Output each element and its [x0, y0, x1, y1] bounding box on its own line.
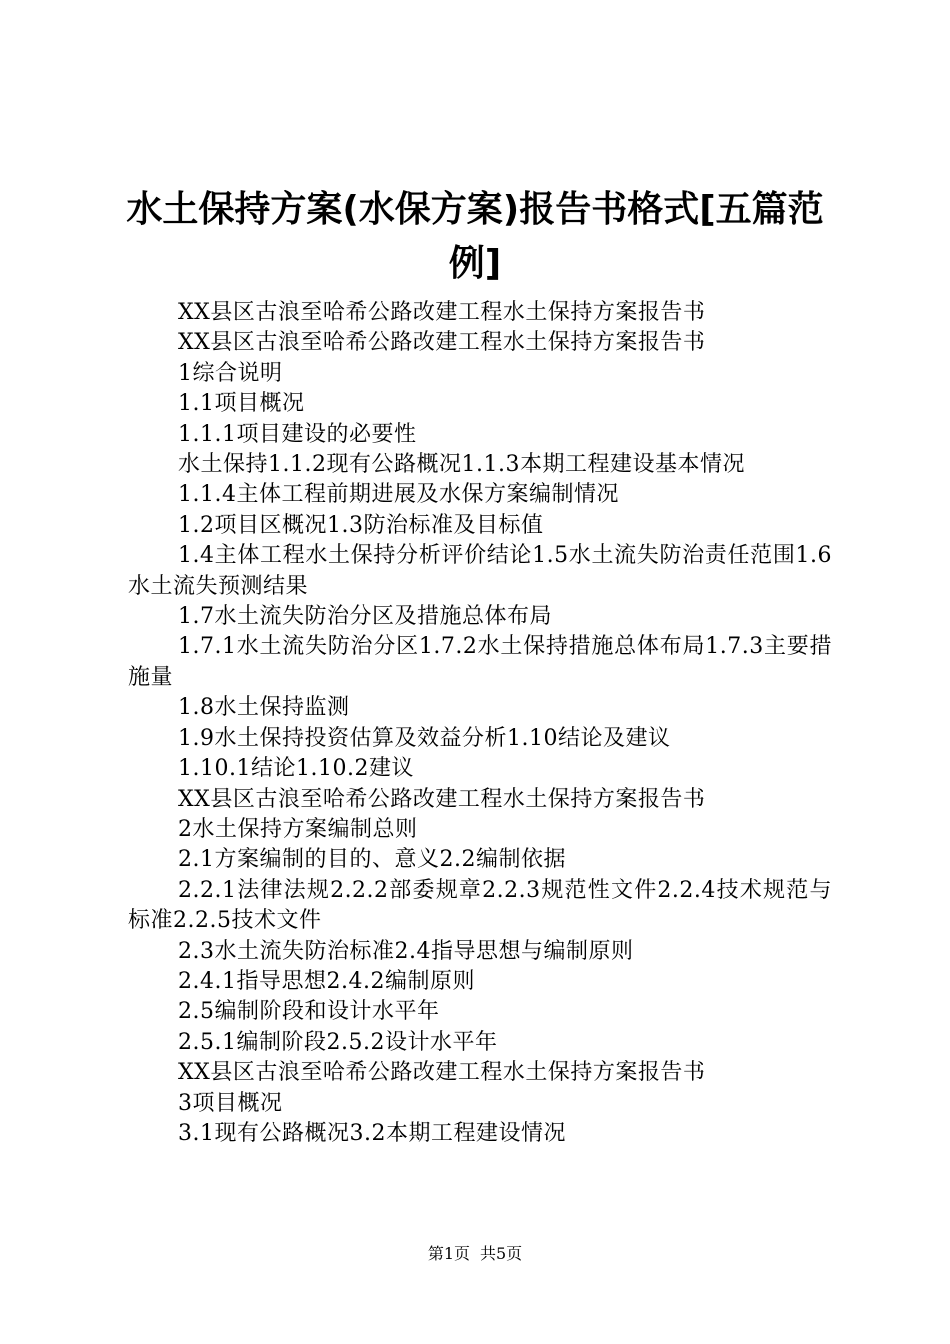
document-body: [128, 298, 832, 1149]
paragraph: 1.1.4主体工程前期进展及水保方案编制情况: [178, 482, 619, 508]
paragraph: 1.4主体工程水土保持分析评价结论1.5水土流失防治责任范围1.6水土流失预测结果: [128, 543, 832, 599]
paragraph: 1.1项目概况: [178, 391, 305, 417]
document-title: 水土保持方案(水保方案)报告书格式[五篇范例]: [126, 189, 824, 284]
paragraph: 1.2项目区概况1.3防治标准及目标值: [178, 512, 544, 538]
paragraph: 1.7水土流失防治分区及措施总体布局: [178, 604, 552, 630]
paragraph: 2.1方案编制的目的、意义2.2编制依据: [178, 847, 566, 873]
paragraph: 1.10.1结论1.10.2建议: [178, 756, 414, 782]
paragraph: 1.9水土保持投资估算及效益分析1.10结论及建议: [178, 725, 671, 751]
paragraph: 2.2.1法律法规2.2.2部委规章2.2.3规范性文件2.2.4技术规范与标准2.2.5技术文件: [128, 877, 832, 934]
paragraph: XX县区古浪至哈希公路改建工程水土保持方案报告书: [178, 330, 706, 356]
paragraph: XX县区古浪至哈希公路改建工程水土保持方案报告书: [178, 300, 706, 325]
paragraph: XX县区古浪至哈希公路改建工程水土保持方案报告书: [178, 786, 706, 812]
paragraph: 2.3水土流失防治标准2.4指导思想与编制原则: [178, 938, 634, 964]
paragraph: 1.8水土保持监测: [178, 695, 350, 721]
paragraph: 2.4.1指导思想2.4.2编制原则: [178, 968, 475, 994]
paragraph: 1.7.1水土流失防治分区1.7.2水土保持措施总体布局1.7.3主要措施量: [128, 634, 832, 690]
paragraph: 1综合说明: [178, 360, 283, 386]
page-footer: [0, 1243, 950, 1265]
paragraph: 2水土保持方案编制总则: [178, 816, 418, 842]
paragraph: XX县区古浪至哈希公路改建工程水土保持方案报告书: [178, 1060, 706, 1086]
paragraph: 1.1.1项目建设的必要性: [178, 421, 417, 447]
page-total: 共5页: [480, 1244, 523, 1263]
paragraph: 3.1现有公路概况3.2本期工程建设情况: [178, 1120, 566, 1146]
page-number: 第1页: [427, 1244, 470, 1263]
paragraph: 2.5编制阶段和设计水平年: [178, 999, 440, 1025]
paragraph: 水土保持1.1.2现有公路概况1.1.3本期工程建设基本情况: [178, 452, 745, 478]
paragraph: 2.5.1编制阶段2.5.2设计水平年: [178, 1029, 498, 1055]
paragraph: 3项目概况: [178, 1090, 283, 1116]
